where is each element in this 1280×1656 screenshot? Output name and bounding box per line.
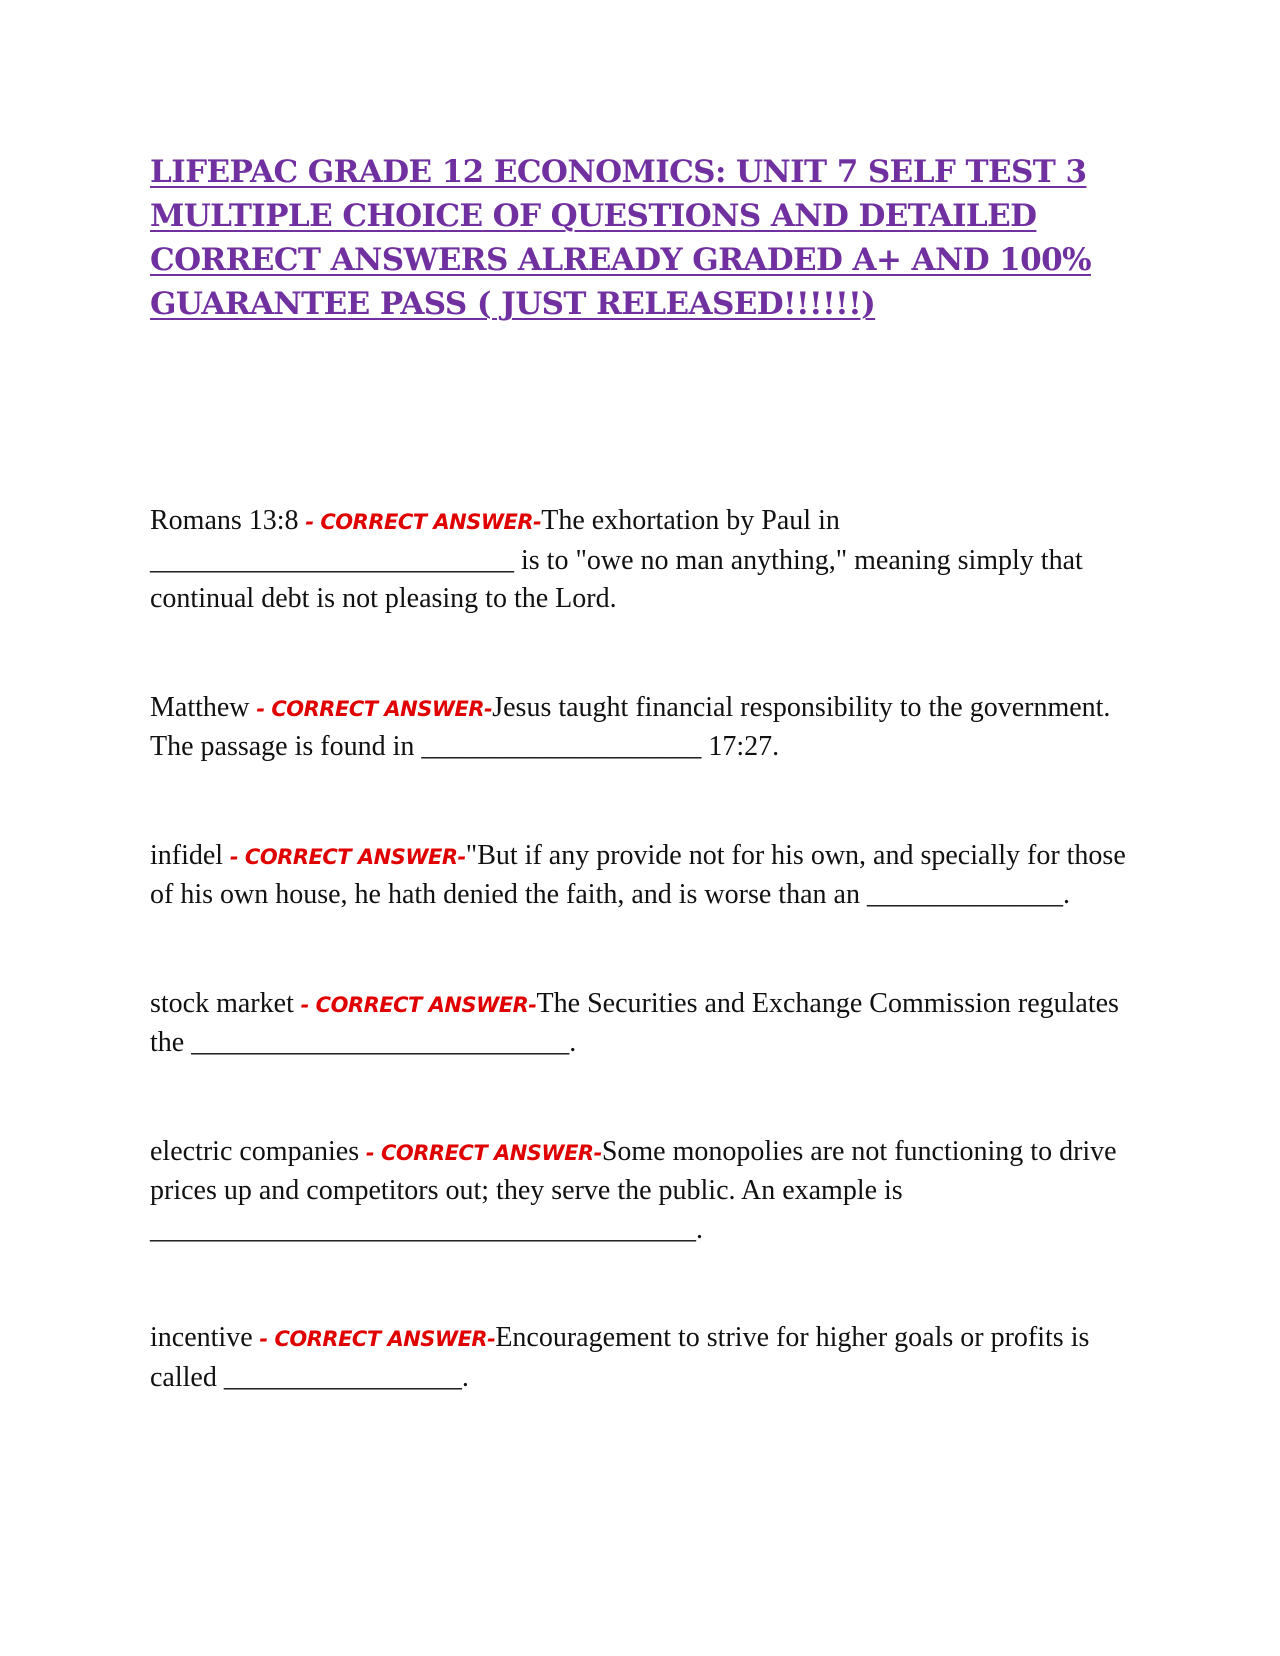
question-item: [150, 1133, 1130, 1250]
answer-term: stock market: [150, 987, 294, 1019]
correct-answer-marker: - CORRECT ANSWER-: [359, 1140, 602, 1165]
answer-term: Matthew: [150, 691, 250, 723]
answer-term: incentive: [150, 1322, 253, 1353]
correct-answer-marker: - CORRECT ANSWER-: [293, 992, 537, 1017]
question-text: Jesus taught financial responsibility to the government. The passage is found in ____________________ 17:27.: [150, 691, 1111, 762]
question-text: "But if any provide not for his own, and specially for those of his own house, he hath denied the faith, and is worse than an ______________.: [150, 839, 1126, 910]
question-list: [150, 502, 1130, 1397]
answer-term: electric companies: [150, 1135, 360, 1167]
question-text: Encouragement to strive for higher goals or profits is called _________________.: [150, 1322, 1090, 1393]
document-page: [150, 150, 1130, 1393]
answer-term: Romans 13:8: [150, 505, 299, 536]
correct-answer-marker: - CORRECT ANSWER-: [249, 696, 493, 721]
correct-answer-marker: - CORRECT ANSWER-: [223, 844, 466, 869]
question-text: The Securities and Exchange Commission regulates the ___________________________.: [150, 987, 1119, 1058]
question-item: [150, 837, 1130, 915]
question-text: Some monopolies are not functioning to drive prices up and competitors out; they serve the public. An example is _______________________________________.: [150, 1135, 1117, 1245]
question-item: [150, 1319, 1130, 1397]
correct-answer-marker: - CORRECT ANSWER-: [252, 1327, 496, 1351]
correct-answer-marker: - CORRECT ANSWER-: [298, 510, 542, 534]
question-text: The exhortation by Paul in __________________________ is to "owe no man anything," meaning simply that continual debt is not pleasing to the Lord.: [150, 505, 1083, 614]
answer-term: infidel: [150, 839, 224, 871]
question-item: [150, 689, 1130, 767]
document-title: LIFEPAC GRADE 12 ECONOMICS: UNIT 7 SELF TEST 3 MULTIPLE CHOICE OF QUESTIONS AND DETAILED CORRECT ANSWERS ALREADY GRADED A+ AND 100% GUARANTEE PASS ( JUST RELEASED!!!!!!): [150, 154, 1091, 322]
question-item: [150, 502, 1130, 619]
question-item: [150, 985, 1130, 1063]
